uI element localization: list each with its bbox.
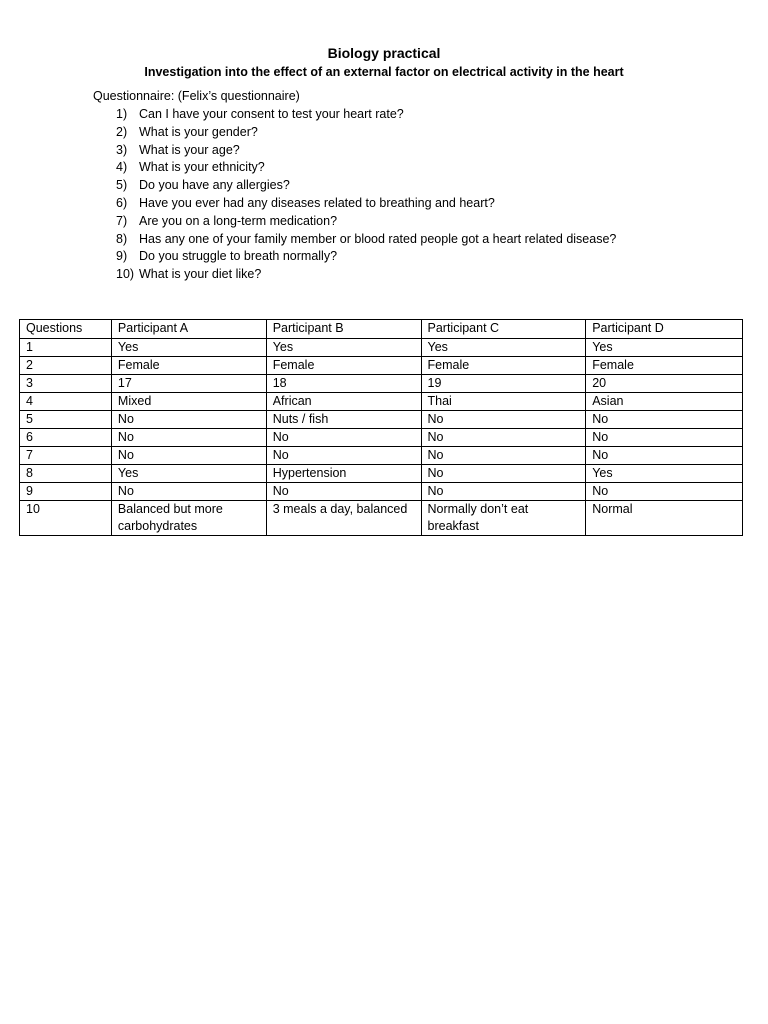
question-item: [116, 248, 656, 266]
table-header-row: [20, 320, 743, 339]
question-text: Are you on a long-term medication?: [139, 213, 338, 228]
question-item: [116, 195, 656, 213]
table-cell: No: [586, 429, 743, 447]
question-number: 5): [116, 178, 128, 193]
table-cell: 3 meals a day, balanced: [266, 501, 421, 536]
table-cell: No: [111, 411, 266, 429]
question-list: [116, 106, 656, 284]
column-header: Participant D: [586, 320, 743, 339]
table-row: [20, 393, 743, 411]
table-cell: Yes: [586, 465, 743, 483]
table-cell: 8: [20, 465, 112, 483]
question-text: Have you ever had any diseases related to breathing and heart?: [139, 195, 495, 210]
table-row: [20, 411, 743, 429]
question-item: [116, 231, 656, 249]
question-text: What is your age?: [139, 142, 240, 157]
question-text: Do you have any allergies?: [139, 178, 290, 193]
table-cell: Balanced but more carbohydrates: [111, 501, 266, 536]
table-cell: 1: [20, 339, 112, 357]
column-header: Participant A: [111, 320, 266, 339]
table-cell: No: [586, 411, 743, 429]
table-cell: 17: [111, 375, 266, 393]
question-text: What is your ethnicity?: [139, 160, 265, 175]
table-cell: No: [421, 483, 586, 501]
table-cell: Yes: [111, 465, 266, 483]
table-cell: Normally don’t eat breakfast: [421, 501, 586, 536]
column-header: Participant B: [266, 320, 421, 339]
question-item: [116, 124, 656, 142]
table-cell: 18: [266, 375, 421, 393]
question-number: 8): [116, 231, 128, 246]
table-cell: No: [421, 411, 586, 429]
table-cell: Female: [111, 357, 266, 375]
page-title: Biology practical: [327, 45, 441, 61]
table-cell: Yes: [111, 339, 266, 357]
question-text: Can I have your consent to test your heart rate?: [139, 107, 404, 121]
question-number: 6): [116, 195, 128, 210]
table-cell: No: [266, 429, 421, 447]
table-row: [20, 465, 743, 483]
question-number: 9): [116, 249, 128, 264]
question-number: 7): [116, 213, 128, 228]
table-cell: No: [421, 447, 586, 465]
table-cell: Asian: [586, 393, 743, 411]
table-cell: 5: [20, 411, 112, 429]
column-header: Questions: [20, 320, 112, 339]
question-text: Do you struggle to breath normally?: [139, 249, 338, 264]
column-header: Participant C: [421, 320, 586, 339]
table-cell: No: [111, 429, 266, 447]
question-item: [116, 177, 656, 195]
questionnaire-intro: Questionnaire: (Felix’s questionnaire): [93, 89, 300, 103]
table-row: [20, 357, 743, 375]
table-cell: Nuts / fish: [266, 411, 421, 429]
table-row: [20, 339, 743, 357]
question-number: 10): [116, 267, 135, 282]
table-cell: Mixed: [111, 393, 266, 411]
table-cell: No: [266, 483, 421, 501]
table-cell: Female: [421, 357, 586, 375]
question-number: 3): [116, 142, 128, 157]
responses-table: [19, 319, 743, 536]
table-cell: 19: [421, 375, 586, 393]
question-text: What is your diet like?: [139, 267, 262, 282]
table-cell: 7: [20, 447, 112, 465]
question-item: [116, 142, 656, 160]
question-item: [116, 266, 656, 284]
table-row: [20, 429, 743, 447]
table-row: [20, 447, 743, 465]
table-row: [20, 375, 743, 393]
table-cell: Yes: [586, 339, 743, 357]
question-item: [116, 106, 656, 124]
table-cell: No: [421, 465, 586, 483]
table-cell: 9: [20, 483, 112, 501]
table-cell: Yes: [421, 339, 586, 357]
table-cell: 10: [20, 501, 112, 536]
table-cell: Normal: [586, 501, 743, 536]
question-item: [116, 213, 656, 231]
table-cell: 2: [20, 357, 112, 375]
page-subtitle: Investigation into the effect of an external factor on electrical activity in the heart: [144, 65, 624, 79]
table-row: [20, 501, 743, 536]
table-cell: No: [266, 447, 421, 465]
question-number: 4): [116, 160, 128, 175]
question-item: [116, 159, 656, 177]
table-cell: African: [266, 393, 421, 411]
question-number: 2): [116, 124, 128, 139]
table-cell: 4: [20, 393, 112, 411]
table-cell: Thai: [421, 393, 586, 411]
table-cell: 6: [20, 429, 112, 447]
table-cell: No: [421, 429, 586, 447]
table-cell: No: [111, 447, 266, 465]
table-cell: 20: [586, 375, 743, 393]
table-cell: Female: [266, 357, 421, 375]
table-row: [20, 483, 743, 501]
question-text: Has any one of your family member or blood rated people got a heart related disease?: [139, 231, 617, 246]
table-cell: No: [586, 447, 743, 465]
table-cell: No: [586, 483, 743, 501]
table-cell: Female: [586, 357, 743, 375]
table-cell: 3: [20, 375, 112, 393]
table-cell: No: [111, 483, 266, 501]
question-number: 1): [116, 107, 128, 121]
table-cell: Yes: [266, 339, 421, 357]
question-text: What is your gender?: [139, 124, 258, 139]
table-cell: Hypertension: [266, 465, 421, 483]
